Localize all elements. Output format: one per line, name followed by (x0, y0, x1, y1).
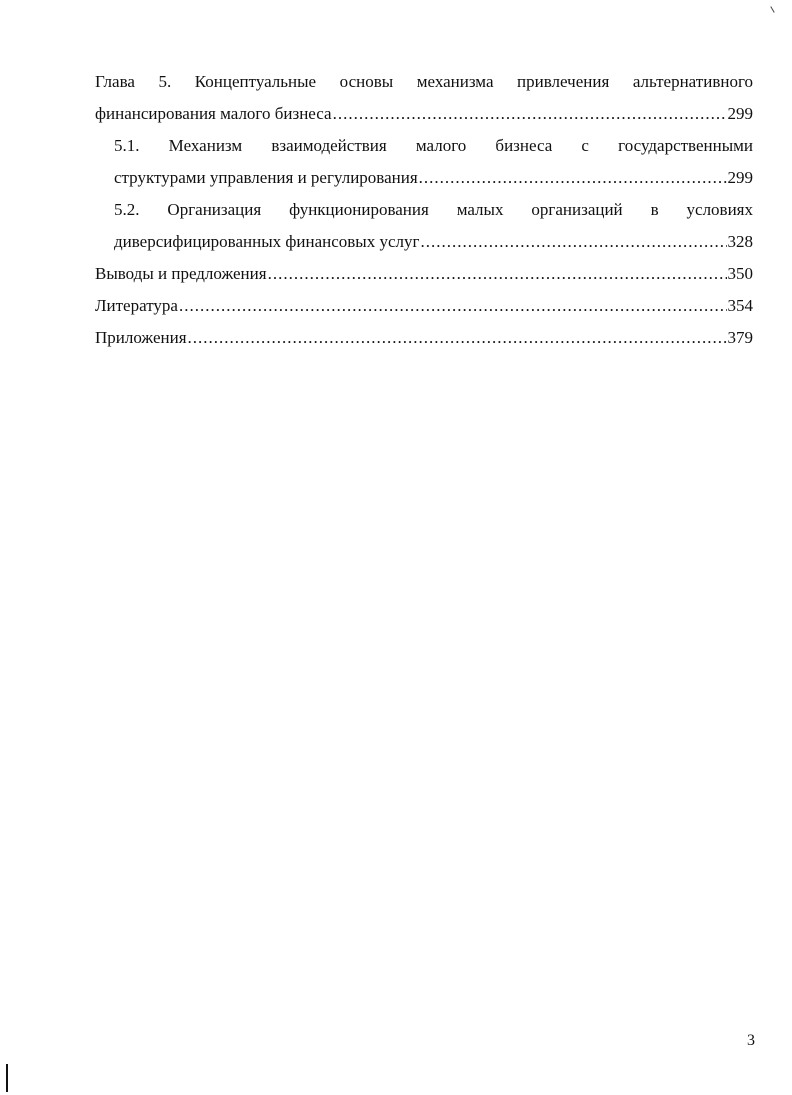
page-number: 3 (747, 1032, 755, 1049)
toc-leader-dots (188, 322, 727, 354)
toc-entry-conclusions[interactable] (95, 258, 753, 290)
toc-entry-chapter-5[interactable] (95, 66, 753, 130)
toc-entry-line (95, 258, 753, 290)
toc-page-number: 299 (727, 168, 753, 187)
toc-entry-title: Выводы и предложения (95, 264, 267, 283)
toc-leader-dots (179, 290, 727, 322)
toc-entry-title-cont: финансирования малого бизнеса (95, 104, 332, 123)
toc-entry-title-line2 (114, 162, 753, 194)
toc-entry-line (95, 290, 753, 322)
toc-entry-section-5-2[interactable] (95, 194, 753, 258)
toc-leader-dots (419, 162, 727, 194)
toc-entry-title-line2 (114, 226, 753, 258)
toc-leader-dots (421, 226, 727, 258)
toc-entry-title-line2 (95, 98, 753, 130)
toc-entry-title-cont: диверсифицированных финансовых услуг (114, 232, 420, 251)
toc-page-number: 350 (727, 264, 753, 283)
toc-page-number: 379 (727, 328, 753, 347)
toc-entry-title-line1: 5.2. Организация функционирования малых организаций в условиях (114, 200, 753, 219)
toc-page-number: 354 (727, 296, 753, 315)
toc-page-number: 299 (727, 104, 753, 123)
toc-entry-title: Литература (95, 296, 178, 315)
table-of-contents (95, 66, 753, 354)
toc-entry-title-line1: Глава 5. Концептуальные основы механизма привлечения альтернативного (95, 72, 753, 91)
toc-entry-title-line1: 5.1. Механизм взаимодействия малого бизнеса с государственными (114, 136, 753, 155)
toc-entry-title: Приложения (95, 328, 187, 347)
toc-page-number: 328 (727, 232, 753, 251)
toc-entry-title-cont: структурами управления и регулирования (114, 168, 418, 187)
toc-entry-literature[interactable] (95, 290, 753, 322)
toc-leader-dots (333, 98, 727, 130)
toc-entry-section-5-1[interactable] (95, 130, 753, 194)
toc-entry-appendices[interactable] (95, 322, 753, 354)
toc-entry-line (95, 322, 753, 354)
scan-mark-top (770, 6, 774, 13)
scan-mark-bottom (6, 1064, 8, 1092)
toc-leader-dots (268, 258, 727, 290)
